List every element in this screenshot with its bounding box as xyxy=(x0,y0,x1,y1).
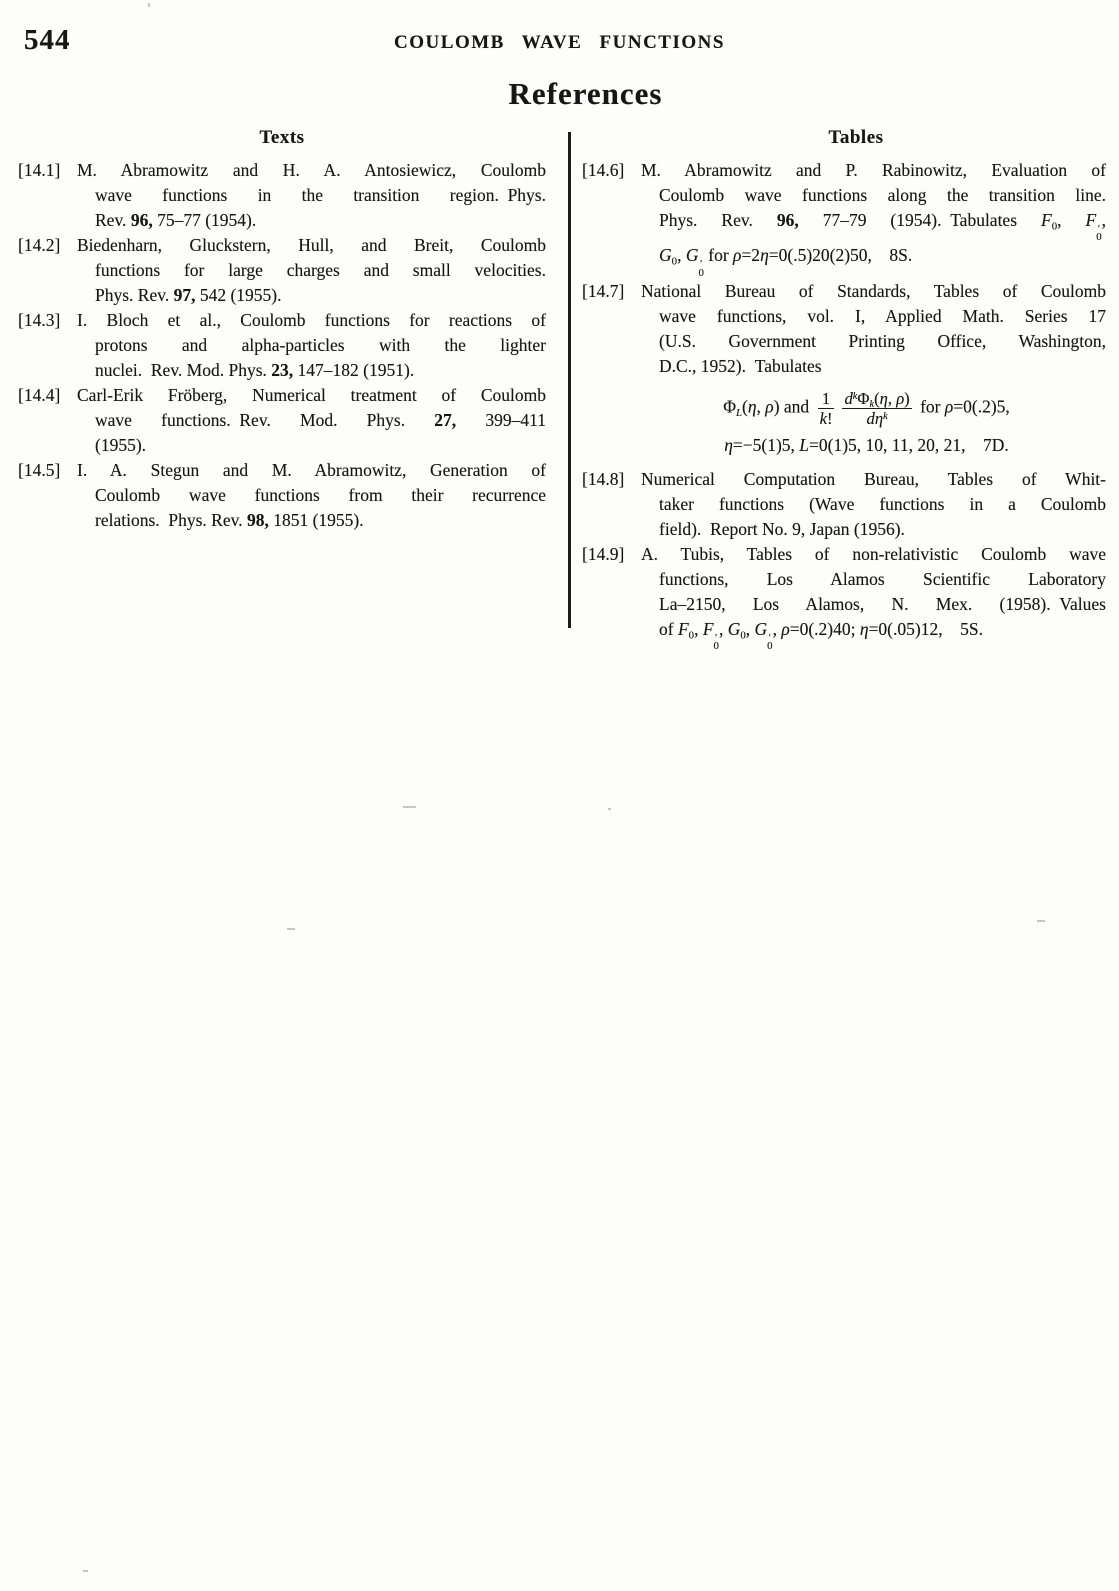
reference-line xyxy=(659,304,1106,329)
text-segment: k xyxy=(869,398,875,410)
fraction xyxy=(842,389,911,428)
text-segment: G xyxy=(685,245,699,266)
reference-line xyxy=(582,467,1106,492)
text-segment: Biedenharn, Gluckstern, Hull, and Breit, Coulomb xyxy=(77,235,546,255)
text-segment: d xyxy=(844,388,853,408)
page-number: 544 xyxy=(24,24,71,56)
text-segment: I. A. Stegun and M. Abramowitz, Generation of xyxy=(77,460,546,480)
text-segment: relations. Phys. Rev. xyxy=(95,510,247,530)
text-segment: , xyxy=(772,618,782,639)
text-segment: M. Abramowitz and P. Rabinowitz, Evaluation of xyxy=(641,160,1106,180)
prime-subscript: ′ 0 xyxy=(698,258,704,279)
reference-line xyxy=(95,208,546,233)
text-segment: L xyxy=(736,406,743,419)
reference-line xyxy=(659,329,1106,354)
reference-label: [14.5] xyxy=(18,460,61,480)
text-segment: ) and xyxy=(773,396,814,417)
text-segment: η xyxy=(879,388,888,408)
reference-line xyxy=(95,258,546,283)
text-segment: protons and alpha-particles with the lighter xyxy=(95,335,546,355)
text-segment: η xyxy=(859,618,869,639)
text-segment: ! xyxy=(826,408,833,428)
text-segment: =−5(1)5, xyxy=(732,434,800,455)
text-segment: I. Bloch et al., Coulomb functions for reactions of xyxy=(77,310,546,330)
text-segment: 0 xyxy=(740,628,746,641)
scan-artifact xyxy=(403,806,416,808)
text-segment: F xyxy=(702,618,714,639)
text-segment: , xyxy=(694,618,703,639)
text-segment: 96, xyxy=(776,210,799,230)
reference-line xyxy=(18,383,546,408)
reference-line xyxy=(95,408,546,433)
reference-entry xyxy=(18,308,546,383)
reference-label: [14.4] xyxy=(18,385,61,405)
text-segment: , xyxy=(677,245,686,266)
reference-line xyxy=(95,483,546,508)
text-segment: G xyxy=(754,618,768,639)
reference-line xyxy=(627,389,1106,428)
column-divider-rule xyxy=(568,132,571,628)
text-segment: for xyxy=(915,396,945,417)
text-segment: ( xyxy=(874,388,880,408)
reference-label: [14.6] xyxy=(582,160,625,180)
text-segment: , xyxy=(887,388,897,408)
reference-line xyxy=(95,358,546,383)
text-segment: η xyxy=(760,245,769,266)
reference-line xyxy=(627,433,1106,458)
reference-line xyxy=(18,308,546,333)
text-segment: =0(.2)5, xyxy=(953,396,1010,417)
text-segment: 542 (1955). xyxy=(195,285,282,305)
reference-line xyxy=(659,617,1106,652)
text-segment: 75–77 (1954). xyxy=(152,210,257,230)
text-segment: η xyxy=(724,434,733,455)
reference-label: [14.3] xyxy=(18,310,61,330)
running-header: COULOMB WAVE FUNCTIONS xyxy=(394,32,725,53)
text-segment: field). Report No. 9, Japan (1956). xyxy=(659,518,905,539)
reference-label: [14.8] xyxy=(582,468,625,489)
page-title xyxy=(0,76,1119,112)
text-segment: Rev. xyxy=(95,210,131,230)
reference-line xyxy=(659,517,1106,542)
reference-line xyxy=(659,183,1106,208)
text-segment: 23, xyxy=(271,360,294,380)
reference-entry xyxy=(582,467,1106,542)
text-segment: ρ xyxy=(896,388,905,408)
reference-line xyxy=(18,158,546,183)
text-segment: F xyxy=(1085,210,1097,230)
reference-label: [14.7] xyxy=(582,280,625,301)
text-segment: 1851 (1955). xyxy=(268,510,364,530)
text-segment: k xyxy=(819,408,827,428)
reference-entry xyxy=(582,158,1106,279)
reference-line xyxy=(659,492,1106,517)
text-segment: (U.S. Government Printing Office, Washington, xyxy=(659,330,1106,351)
tables-references xyxy=(582,158,1106,652)
text-segment: 0 xyxy=(688,628,695,641)
text-segment: 27, xyxy=(434,410,457,430)
text-segment: wave functions, vol. I, Applied Math. Series 17 xyxy=(659,305,1106,326)
reference-line xyxy=(95,333,546,358)
reference-label: [14.2] xyxy=(18,235,61,255)
text-segment: of xyxy=(659,618,678,639)
text-segment: Φ xyxy=(723,396,736,417)
text-segment: functions for large charges and small velocities. xyxy=(95,260,546,280)
text-segment: (1955). xyxy=(95,435,147,455)
text-segment: 96, xyxy=(130,210,153,230)
reference-line xyxy=(95,183,546,208)
text-segment: Phys. Rev. xyxy=(659,210,777,230)
text-segment: , xyxy=(745,618,755,639)
reference-line xyxy=(95,508,546,533)
reference-line xyxy=(18,458,546,483)
text-segment: ρ xyxy=(765,396,774,417)
reference-entry xyxy=(582,279,1106,458)
scan-artifact xyxy=(608,808,611,810)
reference-line xyxy=(659,592,1106,617)
text-segment: G xyxy=(727,618,741,639)
reference-line xyxy=(659,354,1106,379)
scan-artifact xyxy=(148,3,150,7)
prime-subscript: ′ 0 xyxy=(713,631,719,653)
text-segment: Φ xyxy=(857,388,870,408)
text-segment: =0(1)5, 10, 11, 20, 21, 7D. xyxy=(809,434,1009,455)
text-segment: 77–79 (1954). Tabulates xyxy=(798,210,1041,230)
text-segment: =2 xyxy=(741,245,761,266)
text-segment: A. Tubis, Tables of non-relativistic Coulomb wave xyxy=(641,543,1106,564)
text-segment: =0(.2)40; xyxy=(789,618,860,639)
text-segment: nuclei. Rev. Mod. Phys. xyxy=(95,360,272,380)
text-segment: ρ xyxy=(781,618,790,639)
text-segment: k xyxy=(883,410,888,422)
texts-heading: Texts xyxy=(259,127,305,148)
text-segment: 399–411 xyxy=(456,410,546,430)
text-segment: d xyxy=(866,408,875,428)
texts-references xyxy=(18,158,546,533)
text-segment: F xyxy=(677,618,689,639)
text-segment: Phys. Rev. xyxy=(95,285,174,305)
text-segment: Coulomb wave functions from their recurrence xyxy=(95,485,546,505)
tables-heading: Tables xyxy=(828,127,884,148)
prime-subscript: ′ 0 xyxy=(1096,222,1102,244)
reference-line xyxy=(582,542,1106,567)
scan-artifact xyxy=(287,928,295,930)
text-segment: η xyxy=(747,396,757,417)
text-segment: , xyxy=(718,618,728,639)
text-segment: η xyxy=(874,408,884,428)
prime-subscript: ′ 0 xyxy=(767,631,773,653)
text-segment: 98, xyxy=(246,510,269,530)
text-segment: 1 xyxy=(821,388,831,408)
text-segment: k xyxy=(852,390,858,402)
reference-entry xyxy=(582,542,1106,652)
text-segment: G xyxy=(659,245,672,266)
text-segment: Coulomb wave functions along the transition line. xyxy=(659,185,1106,205)
text-segment: 0 xyxy=(671,255,678,268)
text-segment: F xyxy=(1041,210,1052,230)
text-segment: 97, xyxy=(173,285,196,305)
reference-line xyxy=(582,158,1106,183)
page-title-text: References xyxy=(508,76,663,111)
reference-line xyxy=(659,208,1106,243)
reference-line xyxy=(95,283,546,308)
text-segment: ( xyxy=(742,396,748,417)
reference-entry xyxy=(18,458,546,533)
reference-label: [14.9] xyxy=(582,543,625,564)
text-segment: wave functions. Rev. Mod. Phys. xyxy=(95,410,435,430)
text-segment: D.C., 1952). Tabulates xyxy=(659,355,822,376)
text-segment: M. Abramowitz and H. A. Antosiewicz, Coulomb xyxy=(77,160,546,180)
reference-line xyxy=(582,279,1106,304)
text-segment: =0(.5)20(2)50, 8S. xyxy=(768,245,913,266)
text-segment: La–2150, Los Alamos, N. Mex. (1958). Values xyxy=(659,593,1106,614)
reference-entry xyxy=(18,383,546,458)
tables-column xyxy=(582,127,1106,652)
text-segment: , xyxy=(1057,210,1086,230)
text-segment: ρ xyxy=(944,396,954,417)
text-segment: ρ xyxy=(733,245,742,266)
text-segment: functions, Los Alamos Scientific Laboratory xyxy=(659,568,1106,589)
reference-entry xyxy=(18,233,546,308)
scan-artifact xyxy=(1037,920,1045,922)
text-segment: L xyxy=(799,434,810,455)
reference-line xyxy=(659,567,1106,592)
text-segment: National Bureau of Standards, Tables of Coulomb xyxy=(641,280,1106,301)
reference-line xyxy=(659,243,1106,278)
text-segment: for xyxy=(703,245,734,266)
text-segment: =0(.05)12, 5S. xyxy=(868,618,983,639)
text-segment: Numerical Computation Bureau, Tables of Whit- xyxy=(641,468,1106,489)
text-segment: , xyxy=(756,396,766,417)
reference-entry xyxy=(18,158,546,233)
fraction xyxy=(818,389,835,428)
text-segment: Carl-Erik Fröberg, Numerical treatment of Coulomb xyxy=(77,385,546,405)
text-segment: 147–182 (1951). xyxy=(293,360,415,380)
reference-line xyxy=(18,233,546,258)
scan-artifact xyxy=(83,1570,88,1572)
text-segment: 0 xyxy=(1051,220,1058,233)
text-segment: , xyxy=(1101,210,1106,230)
texts-column xyxy=(18,127,546,533)
reference-label: [14.1] xyxy=(18,160,61,180)
text-segment: ) xyxy=(904,388,910,408)
reference-line xyxy=(95,433,546,458)
text-segment: wave functions in the transition region. Phys. xyxy=(95,185,546,205)
text-segment: taker functions (Wave functions in a Coulomb xyxy=(659,493,1106,514)
